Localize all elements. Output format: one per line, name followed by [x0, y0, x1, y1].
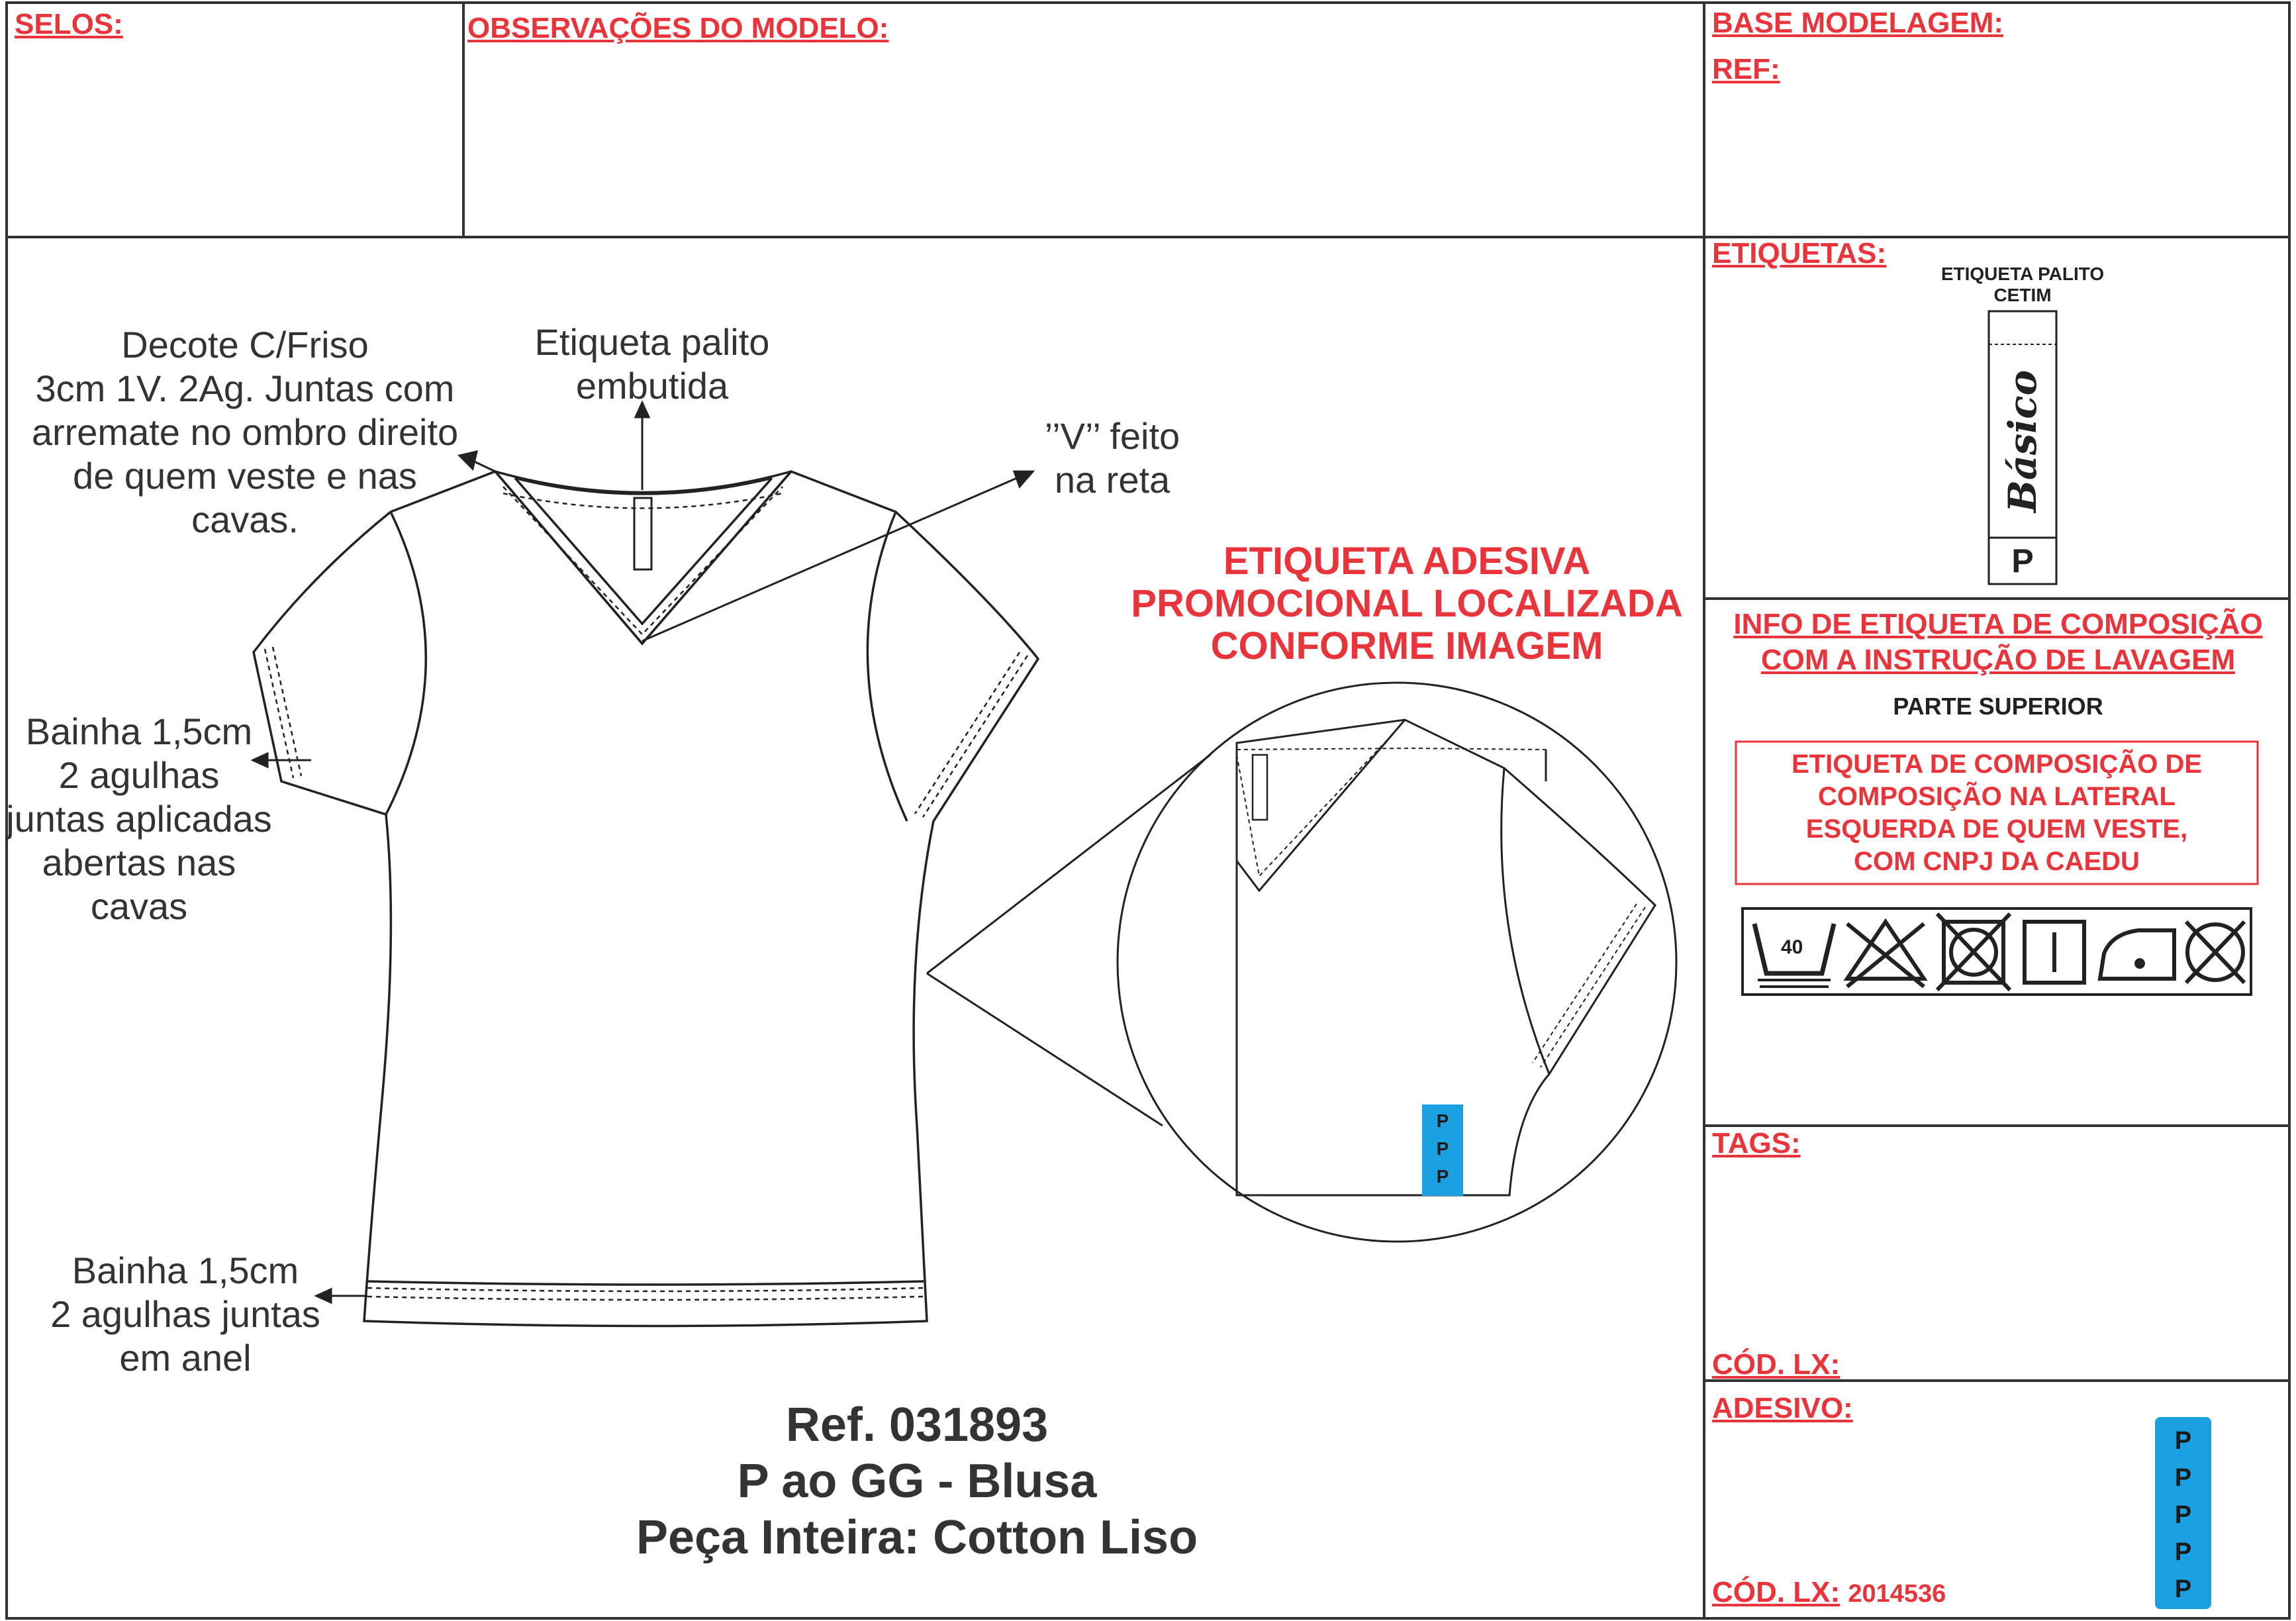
tags-label: TAGS: [1712, 1127, 1801, 1159]
palito-title: ETIQUETA PALITO CETIM [1940, 264, 2105, 305]
note-bainha-manga: Bainha 1,5cm 2 agulhas juntas aplicadas abertas nas cavas [6, 711, 272, 927]
cod-lx-tags-label: CÓD. LX: [1712, 1348, 1841, 1381]
adesiva-title: ETIQUETA ADESIVA PROMOCIONAL LOCALIZADA CONFORME IMAGEM [1131, 540, 1683, 667]
selos-label: SELOS: [15, 8, 123, 40]
palito-size: P [2011, 542, 2034, 579]
cod-lx-adesivo: CÓD. LX: 2014536 [1712, 1576, 1946, 1608]
note-v-feito: ’’V’’ feito na reta [1044, 415, 1180, 501]
ref-label: REF: [1712, 53, 1780, 85]
etiquetas-label: ETIQUETAS: [1712, 237, 1887, 270]
model-footer [530, 1397, 1304, 1566]
size-range: P ao GG - Blusa [737, 1455, 1097, 1508]
fabric: Peça Inteira: Cotton Liso [636, 1511, 1198, 1564]
base-modelagem-label: BASE MODELAGEM: [1712, 7, 2003, 39]
composicao-title: INFO DE ETIQUETA DE COMPOSIÇÃO COM A INSTRUÇÃO DE LAVAGEM [1733, 608, 2263, 676]
note-etiqueta-palito: Etiqueta palito embutida [534, 321, 770, 407]
palito-brand: Básico [2000, 369, 2045, 513]
note-bainha-barra: Bainha 1,5cm 2 agulhas juntas em anel [50, 1250, 320, 1379]
parte-superior: PARTE SUPERIOR [1893, 693, 2103, 720]
zoom-sticker-letters: P P P [1436, 1110, 1449, 1187]
tshirt-front-sketch [254, 471, 1038, 1326]
adesivo-label: ADESIVO: [1712, 1392, 1853, 1424]
ref-number: Ref. 031893 [785, 1399, 1049, 1451]
composicao-box-text: ETIQUETA DE COMPOSIÇÃO DE COMPOSIÇÃO NA LATERAL ESQUERDA DE QUEM VESTE, COM CNPJ DA CAEDU [1791, 750, 2203, 876]
adesivo-sticker-letters: P P P P P [2174, 1427, 2192, 1603]
zoom-detail-circle [927, 683, 1676, 1242]
care-symbols-strip [1743, 909, 2251, 995]
note-decote: Decote C/Friso 3cm 1V. 2Ag. Juntas com arremate no ombro direito de quem veste e nas cavas. [31, 324, 459, 540]
wash-temp-text: 40 [1781, 936, 1803, 958]
cod-lx-adesivo-value: 2014536 [1848, 1580, 1946, 1608]
observacoes-label: OBSERVAÇÕES DO MODELO: [467, 12, 889, 44]
